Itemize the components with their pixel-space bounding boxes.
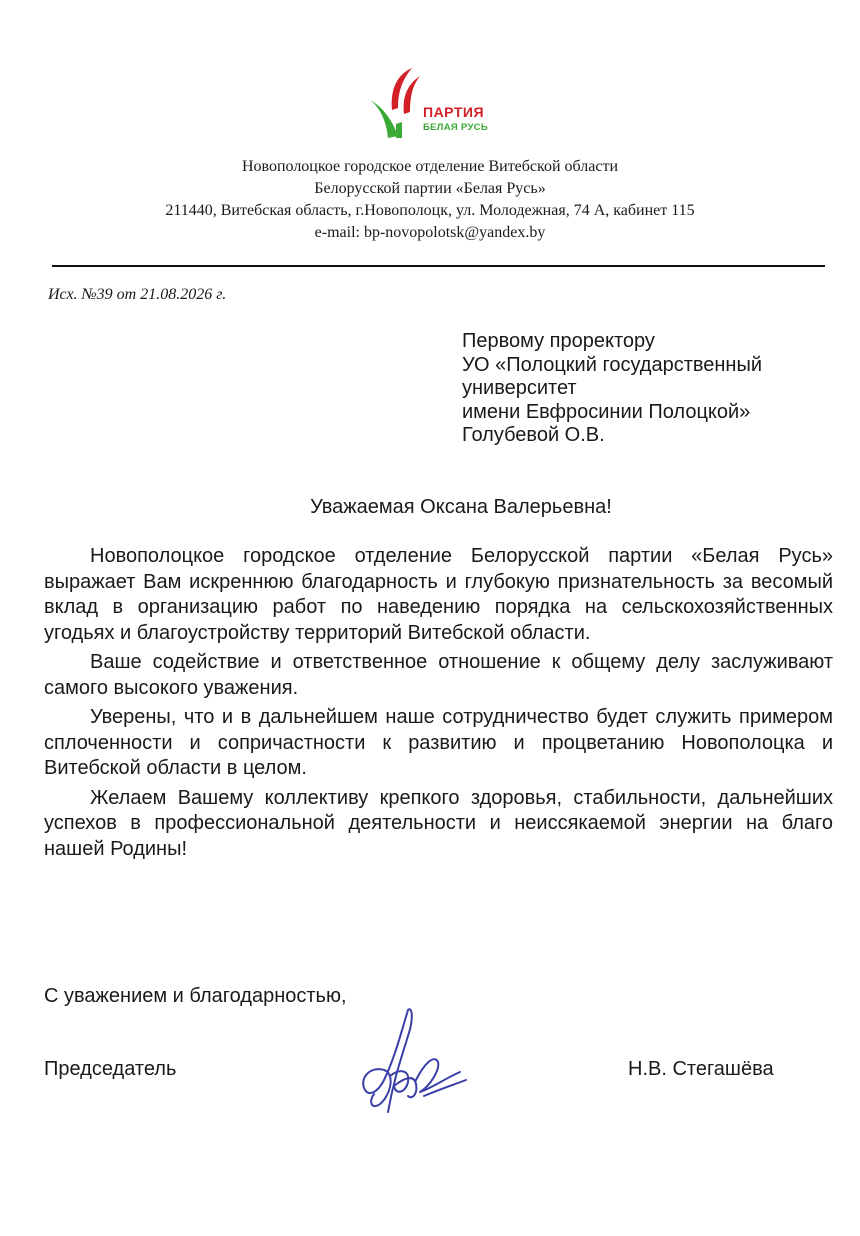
letterhead-line: 211440, Витебская область, г.Новополоцк, ул. Молодежная, 74 А, кабинет 115 bbox=[165, 202, 695, 219]
party-emblem-icon bbox=[368, 66, 424, 142]
signer-position: Председатель bbox=[44, 1058, 177, 1080]
header-divider bbox=[52, 265, 825, 267]
body-paragraph: Новополоцкое городское отделение Белорусской партии «Белая Русь» выражает Вам искреннюю благодарность и глубокую признательность за весомый вклад в организацию работ по наведению порядка на сельскохозяйственных угодьях и благоустройству территорий Витебской области. bbox=[44, 545, 833, 644]
body-paragraph: Желаем Вашему коллективу крепкого здоровья, стабильности, дальнейших успехов в профессиональной деятельности и неиссякаемой энергии на благо нашей Родины! bbox=[44, 786, 833, 860]
addressee-block bbox=[462, 330, 762, 448]
outgoing-reference: Исх. №39 от 21.08.2026 г. bbox=[48, 286, 227, 303]
addressee-line: Голубевой О.В. bbox=[462, 424, 605, 446]
body-paragraph: Уверены, что и в дальнейшем наше сотрудничество будет служить примером сплоченности и сопричастности к развитию и процветанию Новополоцка и Витебской области в целом. bbox=[44, 706, 833, 779]
letterhead bbox=[0, 156, 860, 244]
logo-name: ПАРТИЯ bbox=[423, 104, 485, 120]
addressee-line: Первому проректору bbox=[462, 330, 655, 352]
letterhead-email: e-mail: bp-novopolotsk@yandex.by bbox=[314, 224, 546, 241]
party-logo bbox=[368, 66, 508, 142]
logo-subtitle: БЕЛАЯ РУСЬ bbox=[423, 122, 488, 133]
salutation: Уважаемая Оксана Валерьевна! bbox=[310, 496, 612, 518]
handwritten-signature bbox=[350, 1000, 470, 1125]
letterhead-line: Белорусской партии «Белая Русь» bbox=[314, 180, 546, 197]
addressee-line: университет bbox=[462, 377, 577, 399]
addressee-line: УО «Полоцкий государственный bbox=[462, 353, 763, 376]
addressee-line: имени Евфросинии Полоцкой» bbox=[462, 400, 751, 423]
letterhead-line: Новополоцкое городское отделение Витебской области bbox=[241, 158, 619, 175]
closing-phrase: С уважением и благодарностью, bbox=[44, 985, 347, 1007]
signer-name: Н.В. Стегашёва bbox=[628, 1058, 774, 1080]
letter-body bbox=[44, 544, 833, 866]
body-paragraph: Ваше содействие и ответственное отношение к общему делу заслуживают самого высокого уважения. bbox=[44, 651, 833, 699]
